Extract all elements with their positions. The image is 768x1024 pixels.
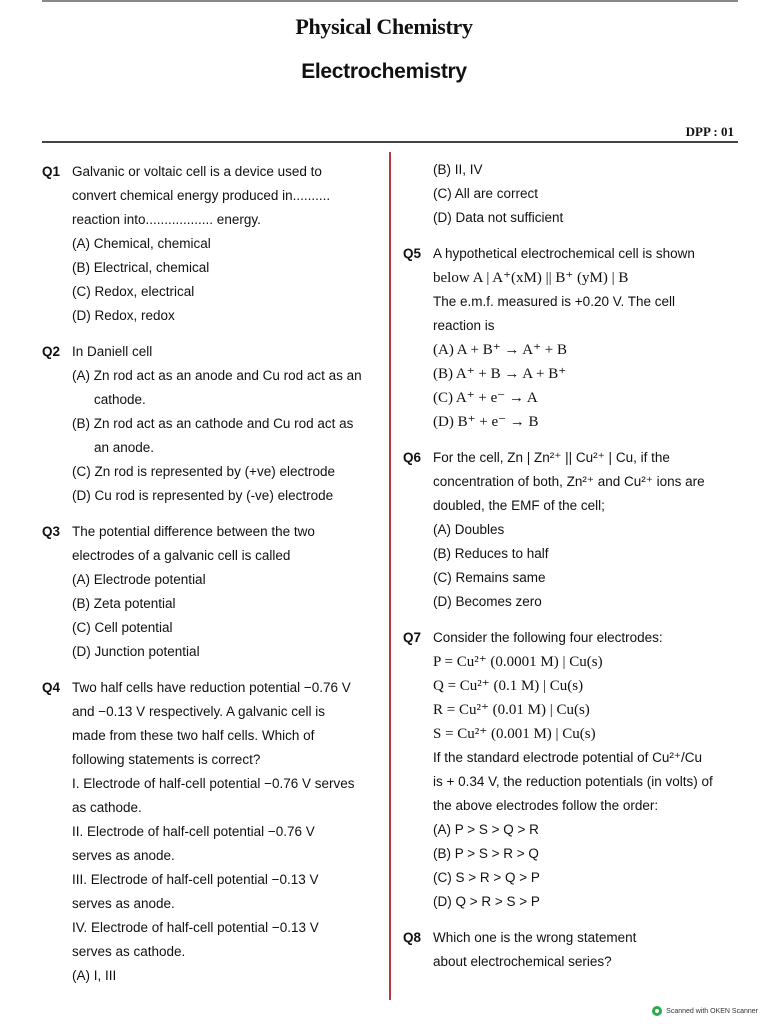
question-number: Q6 bbox=[403, 450, 422, 465]
question-number: Q4 bbox=[42, 680, 61, 695]
electrode: P = Cu²⁺ (0.0001 M) | Cu(s) bbox=[433, 654, 603, 670]
statement-continued: serves as cathode. bbox=[72, 944, 186, 959]
dpp-label: DPP : 01 bbox=[685, 124, 734, 139]
question-3 bbox=[42, 520, 372, 664]
question-text: reaction into.................. energy. bbox=[72, 212, 261, 227]
option: (D) Becomes zero bbox=[433, 594, 542, 609]
question-number: Q1 bbox=[42, 164, 61, 179]
question-7 bbox=[403, 626, 743, 914]
statement-continued: as cathode. bbox=[72, 800, 142, 815]
option: (C) All are correct bbox=[433, 186, 539, 201]
question-text: below A | A⁺(xM) || B⁺ (yM) | B bbox=[433, 270, 629, 286]
question-1 bbox=[42, 160, 372, 328]
question-4 bbox=[42, 676, 372, 988]
statement-continued: serves as anode. bbox=[72, 848, 175, 863]
question-text: is + 0.34 V, the reduction potentials (in volts) of bbox=[433, 774, 713, 789]
question-text: about electrochemical series? bbox=[433, 954, 612, 969]
question-text: and −0.13 V respectively. A galvanic cell is bbox=[72, 704, 326, 719]
column-divider bbox=[389, 152, 391, 1000]
question-number: Q5 bbox=[403, 246, 422, 261]
option: (D) B⁺ + e⁻ → B bbox=[433, 414, 539, 430]
right-column bbox=[403, 158, 743, 974]
question-2 bbox=[42, 340, 372, 508]
question-number: Q2 bbox=[42, 344, 61, 359]
question-text: reaction is bbox=[433, 318, 495, 333]
statement-continued: serves as anode. bbox=[72, 896, 175, 911]
option: (C) A⁺ + e⁻ → A bbox=[433, 390, 538, 406]
question-text: In Daniell cell bbox=[72, 344, 153, 359]
option: (A) P > S > Q > R bbox=[433, 822, 539, 837]
option: (D) Q > R > S > P bbox=[433, 894, 540, 909]
option: (B) A⁺ + B → A + B⁺ bbox=[433, 366, 567, 382]
question-text: For the cell, Zn | Zn²⁺ || Cu²⁺ | Cu, if the bbox=[433, 450, 670, 465]
question-text: concentration of both, Zn²⁺ and Cu²⁺ ions are bbox=[433, 474, 705, 489]
question-text: convert chemical energy produced in.......... bbox=[72, 188, 331, 203]
statement: I. Electrode of half-cell potential −0.76 V serves bbox=[72, 776, 355, 791]
option: (A) Zn rod act as an anode and Cu rod act as an bbox=[72, 368, 362, 383]
option: (B) Reduces to half bbox=[433, 546, 549, 561]
question-text: Consider the following four electrodes: bbox=[433, 630, 663, 645]
question-text: doubled, the EMF of the cell; bbox=[433, 498, 605, 513]
question-text: Two half cells have reduction potential −0.76 V bbox=[72, 680, 351, 695]
option: (C) Cell potential bbox=[72, 620, 173, 635]
option: (C) S > R > Q > P bbox=[433, 870, 540, 885]
option: (A) Chemical, chemical bbox=[72, 236, 211, 251]
option: (C) Redox, electrical bbox=[72, 284, 195, 299]
scanner-watermark-text: Scanned with OKEN Scanner bbox=[666, 1007, 758, 1015]
option: (D) Junction potential bbox=[72, 644, 200, 659]
option: (D) Cu rod is represented by (-ve) electrode bbox=[72, 488, 334, 503]
scanner-watermark bbox=[652, 1006, 758, 1016]
option: (D) Data not sufficient bbox=[433, 210, 564, 225]
electrode: S = Cu²⁺ (0.001 M) | Cu(s) bbox=[433, 726, 596, 742]
page-title: Physical Chemistry bbox=[295, 14, 473, 39]
question-text: made from these two half cells. Which of bbox=[72, 728, 315, 743]
question-number: Q8 bbox=[403, 930, 422, 945]
option: (B) Zn rod act as an cathode and Cu rod act as bbox=[72, 416, 354, 431]
top-border bbox=[42, 0, 738, 2]
statement: IV. Electrode of half-cell potential −0.13 V bbox=[72, 920, 319, 935]
question-text: The potential difference between the two bbox=[72, 524, 315, 539]
option: (B) II, IV bbox=[433, 162, 483, 177]
electrode: R = Cu²⁺ (0.01 M) | Cu(s) bbox=[433, 702, 590, 718]
question-text: If the standard electrode potential of Cu²⁺/Cu bbox=[433, 750, 703, 765]
option: (A) I, III bbox=[72, 968, 117, 983]
question-8 bbox=[403, 926, 743, 974]
left-column bbox=[42, 160, 372, 988]
question-number: Q7 bbox=[403, 630, 422, 645]
option-continued: cathode. bbox=[94, 392, 146, 407]
option: (B) Zeta potential bbox=[72, 596, 176, 611]
option: (C) Remains same bbox=[433, 570, 546, 585]
page-subtitle: Electrochemistry bbox=[301, 60, 467, 83]
question-text: following statements is correct? bbox=[72, 752, 261, 767]
question-text: Which one is the wrong statement bbox=[433, 930, 637, 945]
statement: III. Electrode of half-cell potential −0.13 V bbox=[72, 872, 319, 887]
question-text: electrodes of a galvanic cell is called bbox=[72, 548, 291, 563]
option-continued: an anode. bbox=[94, 440, 155, 455]
question-6 bbox=[403, 446, 743, 614]
question-text: The e.m.f. measured is +0.20 V. The cell bbox=[433, 294, 676, 309]
question-5 bbox=[403, 242, 743, 434]
option: (B) P > S > R > Q bbox=[433, 846, 539, 861]
question-text: Galvanic or voltaic cell is a device used to bbox=[72, 164, 322, 179]
question-4-continued bbox=[403, 158, 743, 230]
electrode: Q = Cu²⁺ (0.1 M) | Cu(s) bbox=[433, 678, 584, 694]
question-number: Q3 bbox=[42, 524, 61, 539]
option: (A) Doubles bbox=[433, 522, 505, 537]
option: (D) Redox, redox bbox=[72, 308, 175, 323]
option: (A) Electrode potential bbox=[72, 572, 206, 587]
oken-scanner-logo-icon bbox=[652, 1006, 662, 1016]
statement: II. Electrode of half-cell potential −0.76 V bbox=[72, 824, 315, 839]
option: (A) A + B⁺ → A⁺ + B bbox=[433, 342, 568, 358]
header-rule bbox=[42, 141, 738, 143]
option: (B) Electrical, chemical bbox=[72, 260, 210, 275]
question-text: the above electrodes follow the order: bbox=[433, 798, 659, 813]
option: (C) Zn rod is represented by (+ve) electrode bbox=[72, 464, 335, 479]
question-text: A hypothetical electrochemical cell is shown bbox=[433, 246, 695, 261]
